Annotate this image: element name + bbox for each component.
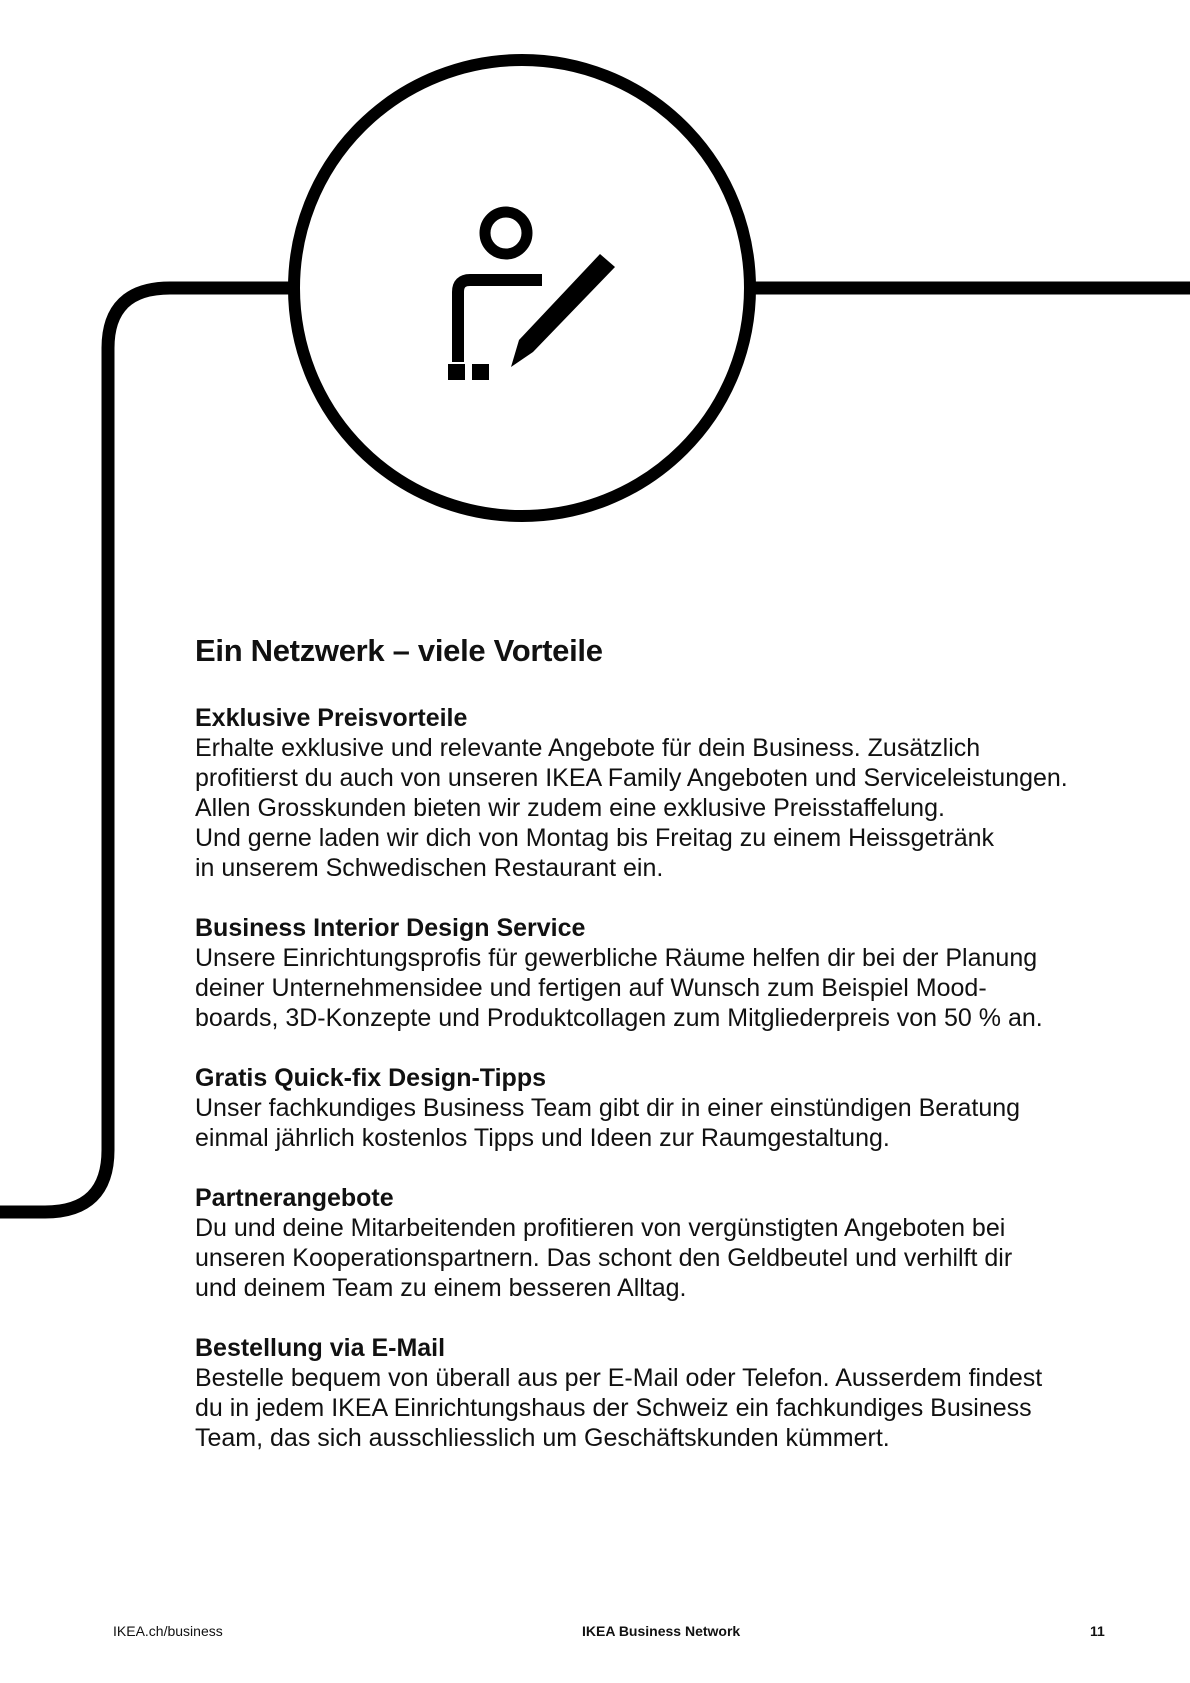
section-quick-fix-tipps (195, 1063, 1095, 1153)
section-partnerangebote (195, 1183, 1095, 1303)
section-heading: Exklusive Preisvorteile (195, 704, 468, 733)
section-heading: Business Interior Design Service (195, 914, 586, 943)
page-title: Ein Netzwerk – viele Vorteile (195, 633, 603, 668)
section-body: Unsere Einrichtungsprofis für gewerbliche Räume helfen dir bei der Planung deiner Unternehmensidee und fertigen auf Wunsch zum Beispiel Mood- boards, 3D-Konzepte und Produktcollagen zum Mitgliederpreis von 50 % an. (195, 944, 1043, 1033)
section-body: Unser fachkundiges Business Team gibt dir in einer einstündigen Beratung einmal jährlich kostenlos Tipps und Ideen zur Raumgestaltung. (195, 1094, 1021, 1153)
section-body: Bestelle bequem von überall aus per E-Mail oder Telefon. Ausserdem findest du in jedem IKEA Einrichtungshaus der Schweiz ein fachkundiges Business Team, das sich ausschliesslich um Geschäftskunden kümmert. (195, 1364, 1043, 1453)
footer-publication-title: IKEA Business Network (582, 1623, 741, 1639)
icon-circle (294, 60, 750, 516)
section-bestellung-email (195, 1333, 1095, 1453)
section-heading: Gratis Quick-fix Design-Tipps (195, 1064, 547, 1093)
footer-url: IKEA.ch/business (113, 1623, 223, 1639)
section-heading: Partnerangebote (195, 1184, 394, 1213)
section-business-interior-design (195, 913, 1095, 1033)
section-body: Erhalte exklusive und relevante Angebote für dein Business. Zusätzlich profitierst du auch von unseren IKEA Family Angeboten und Serviceleistungen. Allen Grosskunden bieten wir zudem eine exklusive Preisstaffelung. Und gerne laden wir dich von Montag bis Freitag zu einem Heissgetränk in unserem Schwedischen Restaurant ein. (195, 734, 1068, 883)
section-body: Du und deine Mitarbeitenden profitieren von vergünstigten Angeboten bei unseren Kooperationspartnern. Das schont den Geldbeutel und verhilft dir und deinem Team zu einem besseren Alltag. (195, 1214, 1013, 1303)
section-exklusive-preisvorteile (195, 703, 1095, 883)
section-heading: Bestellung via E-Mail (195, 1334, 446, 1363)
main-content (195, 632, 1095, 1483)
footer-page-number: 11 (1090, 1623, 1105, 1639)
